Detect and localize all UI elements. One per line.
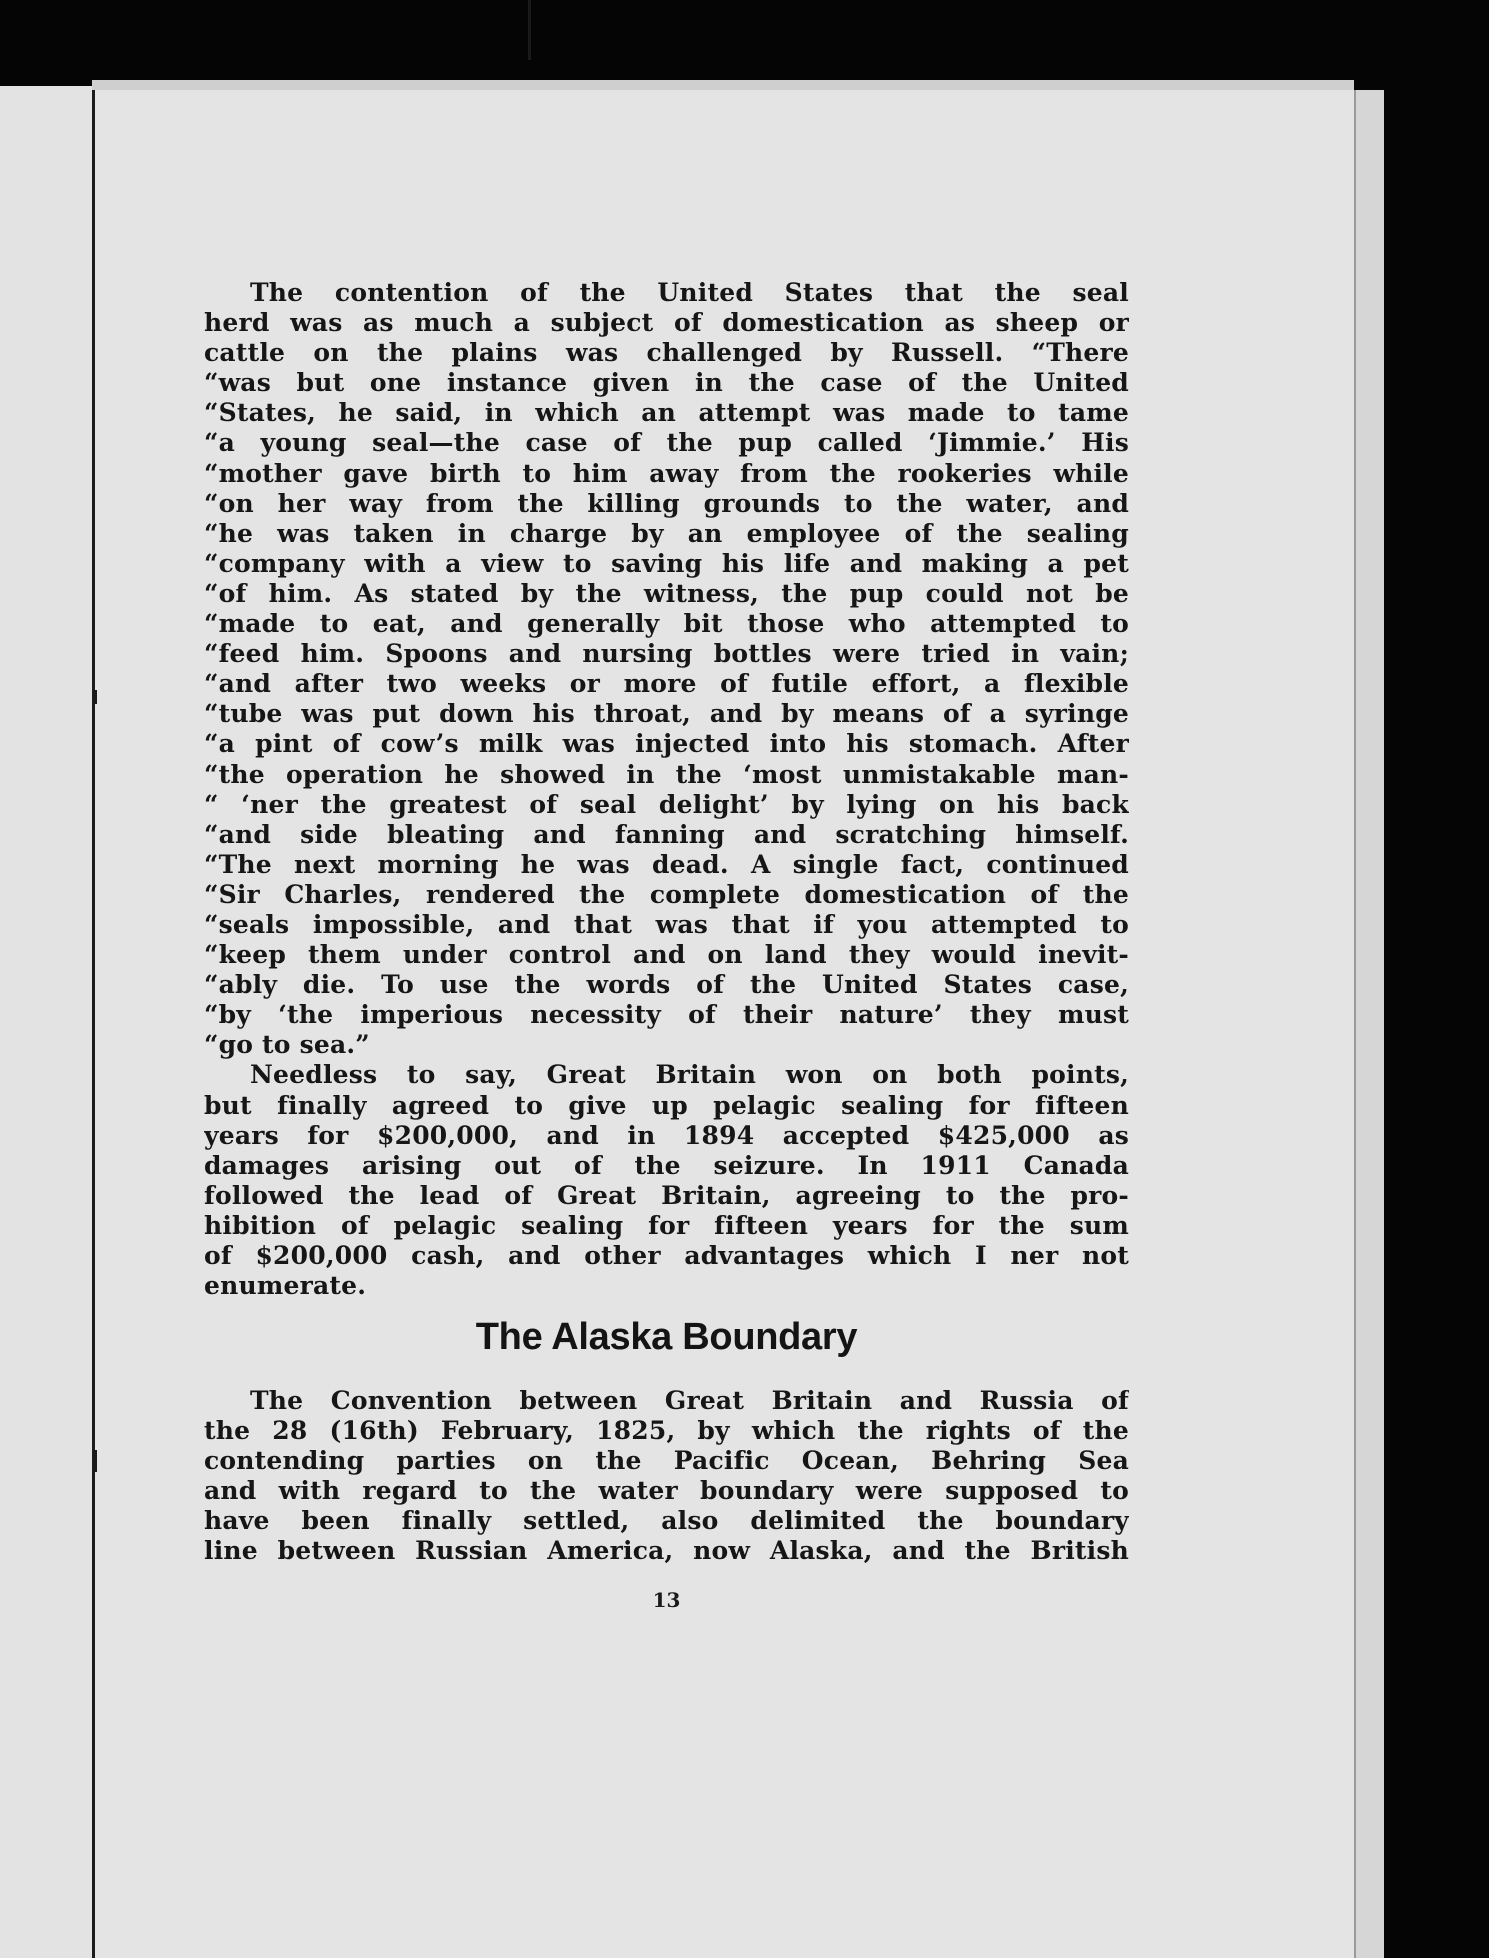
text-line: The contention of the United States that the seal — [250, 278, 1129, 307]
text-line: “and side bleating and fanning and scratching himself. — [204, 819, 1129, 849]
text-line: line between Russian America, now Alaska, and the British — [204, 1536, 1129, 1566]
top-page-edge — [92, 80, 1354, 90]
text-line: “feed him. Spoons and nursing bottles were tried in vain; — [204, 639, 1129, 669]
text-line: herd was as much a subject of domestication as sheep or — [204, 308, 1129, 338]
text-line: the 28 (16th) February, 1825, by which the rights of the — [204, 1416, 1129, 1446]
text-line: “was but one instance given in the case of the United — [204, 368, 1129, 398]
text-line: enumerate. — [204, 1271, 367, 1301]
section-heading: The Alaska Boundary — [475, 1316, 858, 1358]
text-line: contending parties on the Pacific Ocean, Behring Sea — [204, 1446, 1129, 1476]
text-line: Needless to say, Great Britain won on both points, — [250, 1060, 1129, 1090]
text-line: “company with a view to saving his life and making a pet — [204, 548, 1129, 578]
text-line: followed the lead of Great Britain, agreeing to the pro- — [204, 1180, 1129, 1210]
margin-tick-left-2 — [94, 1450, 97, 1472]
text-line: “States, he said, in which an attempt was made to tame — [204, 398, 1129, 428]
text-line: have been finally settled, also delimited the boundary — [204, 1506, 1129, 1536]
right-page-edge — [1354, 90, 1384, 1958]
text-line: “ably die. To use the words of the United States case, — [204, 970, 1129, 1000]
text-line: “The next morning he was dead. A single fact, continued — [204, 849, 1129, 879]
text-line: of $200,000 cash, and other advantages which I ner not — [204, 1241, 1129, 1270]
text-line: “on her way from the killing grounds to the water, and — [204, 488, 1129, 518]
left-page-edge — [0, 86, 96, 1958]
text-line: hibition of pelagic sealing for fifteen years for the sum — [204, 1210, 1129, 1240]
text-line: “go to sea.” — [204, 1030, 370, 1060]
text-line: but finally agreed to give up pelagic sealing for fifteen — [204, 1090, 1129, 1120]
text-line: “ ‘ner the greatest of seal delight’ by lying on his back — [204, 789, 1129, 819]
text-line: “a young seal—the case of the pup called ‘Jimmie.’ His — [204, 428, 1129, 458]
text-line: “seals impossible, and that was that if you attempted to — [204, 909, 1129, 939]
paragraph-1 — [204, 278, 1129, 1301]
text-line: “of him. As stated by the witness, the pup could not be — [204, 578, 1129, 608]
text-line: cattle on the plains was challenged by Russell. “There — [204, 338, 1129, 368]
text-line: “a pint of cow’s milk was injected into his stomach. After — [204, 729, 1129, 759]
text-line: years for $200,000, and in 1894 accepted $425,000 as — [204, 1120, 1129, 1150]
text-line: “mother gave birth to him away from the rookeries while — [204, 458, 1129, 488]
page-number: 13 — [652, 1588, 681, 1612]
text-line: “tube was put down his throat, and by means of a syringe — [204, 699, 1129, 729]
binding-mark-top — [528, 0, 531, 60]
text-line: “and after two weeks or more of futile effort, a flexible — [204, 669, 1129, 699]
text-line: “made to eat, and generally bit those who attempted to — [204, 609, 1129, 639]
margin-tick-left-1 — [94, 690, 97, 704]
text-line: “Sir Charles, rendered the complete domestication of the — [204, 879, 1129, 909]
text-line: “the operation he showed in the ‘most unmistakable man- — [204, 759, 1129, 789]
paragraph-3 — [204, 1386, 1129, 1567]
text-line: “by ‘the imperious necessity of their nature’ they must — [204, 1000, 1129, 1030]
text-line: and with regard to the water boundary were supposed to — [204, 1476, 1129, 1506]
text-line: “keep them under control and on land they would inevit- — [204, 940, 1129, 970]
text-line: The Convention between Great Britain and Russia of — [250, 1386, 1129, 1415]
text-line: damages arising out of the seizure. In 1911 Canada — [204, 1150, 1129, 1180]
text-line: “he was taken in charge by an employee of the sealing — [204, 518, 1129, 548]
